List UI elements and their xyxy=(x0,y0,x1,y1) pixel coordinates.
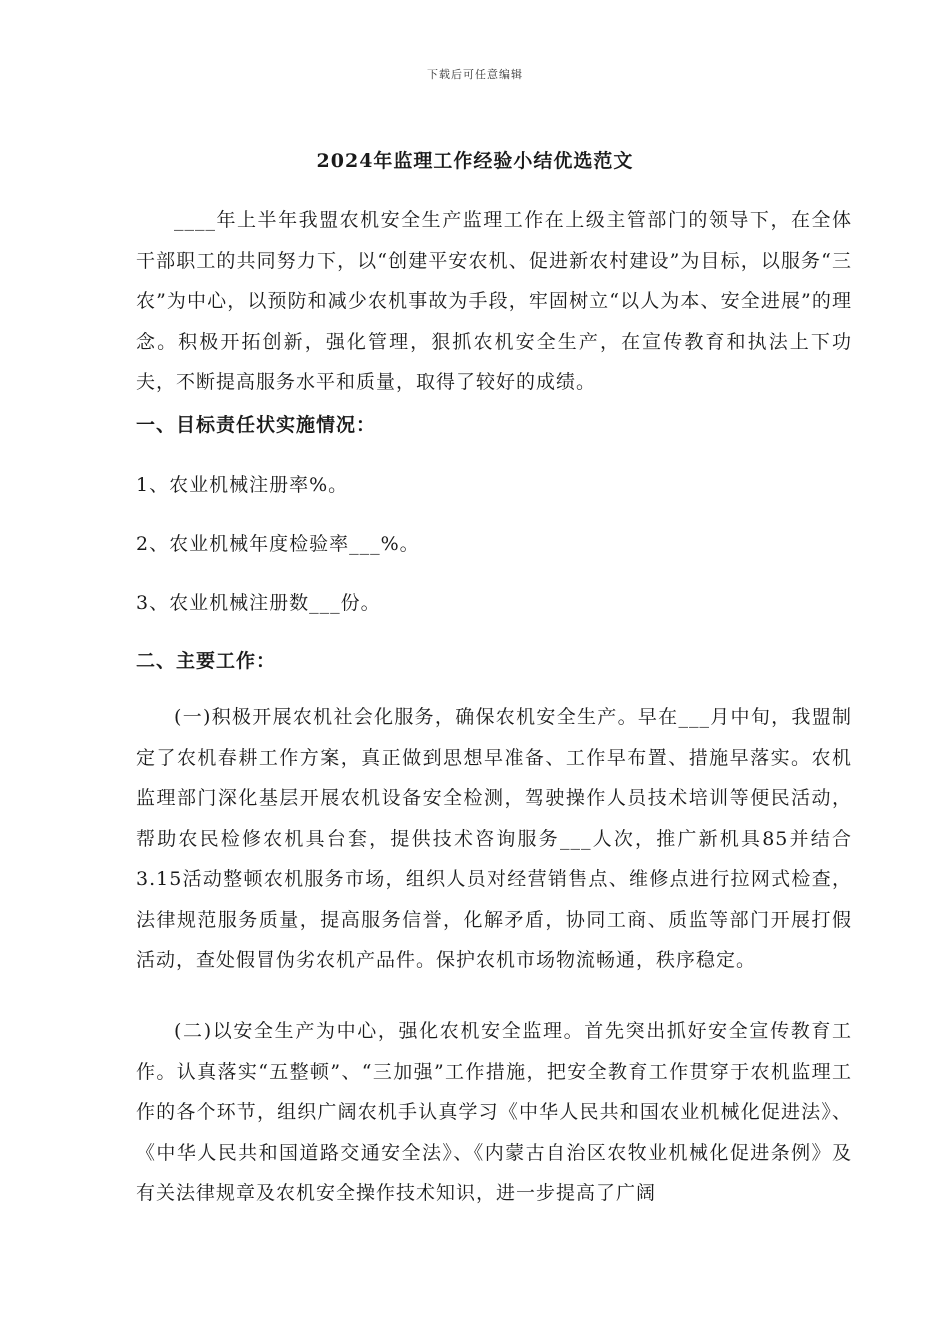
document-title: 2024年监理工作经验小结优选范文 xyxy=(316,150,634,172)
section-2-paragraph-1 xyxy=(136,697,852,981)
section-2-heading: 二、主要工作： xyxy=(136,650,277,672)
section-1-item-2: 2、农业机械年度检验率___%。 xyxy=(136,533,420,555)
section-2-paragraph-1-text: (一)积极开展农机社会化服务，确保农机安全生产。早在___月中旬，我盟制定了农机春耕工作方案，真正做到思想早准备、工作早布置、措施早落实。农机监理部门深化基层开展农机设备安全检测，驾驶操作人员技术培训等便民活动，帮助农民检修农机具台套，提供技术咨询服务___人次，推广新机具85并结合3.15活动整顿农机服务市场，组织人员对经营销售点、维修点进行拉网式检查，法律规范服务质量，提高服务信誉，化解矛盾，协同工商、质监等部门开展打假活动，查处假冒伪劣农机产品件。保护农机市场物流畅通，秩序稳定。 xyxy=(136,706,852,971)
section-2-paragraph-2 xyxy=(136,1011,852,1214)
section-1-item-3: 3、农业机械注册数___份。 xyxy=(136,592,381,614)
section-1-item-1: 1、农业机械注册率%。 xyxy=(136,474,349,496)
intro-paragraph-text: ____年上半年我盟农机安全生产监理工作在上级主管部门的领导下，在全体干部职工的共同努力下，以“创建平安农机、促进新农村建设”为目标，以服务“三农”为中心，以预防和减少农机事故为手段，牢固树立“以人为本、安全进展”的理念。积极开拓创新，强化管理，狠抓农机安全生产，在宣传教育和执法上下功夫，不断提高服务水平和质量，取得了较好的成绩。 xyxy=(136,209,852,393)
intro-paragraph xyxy=(136,200,852,403)
header-note: 下载后可任意编辑 xyxy=(427,68,523,81)
section-1-heading: 一、目标责任状实施情况： xyxy=(136,414,377,436)
section-2-paragraph-2-text: (二)以安全生产为中心，强化农机安全监理。首先突出抓好安全宣传教育工作。认真落实“五整顿”、“三加强”工作措施，把安全教育工作贯穿于农机监理工作的各个环节，组织广阔农机手认真学习《中华人民共和国农业机械化促进法》、《中华人民共和国道路交通安全法》、《内蒙古自治区农牧业机械化促进条例》及有关法律规章及农机安全操作技术知识，进一步提高了广阔 xyxy=(136,1020,852,1204)
